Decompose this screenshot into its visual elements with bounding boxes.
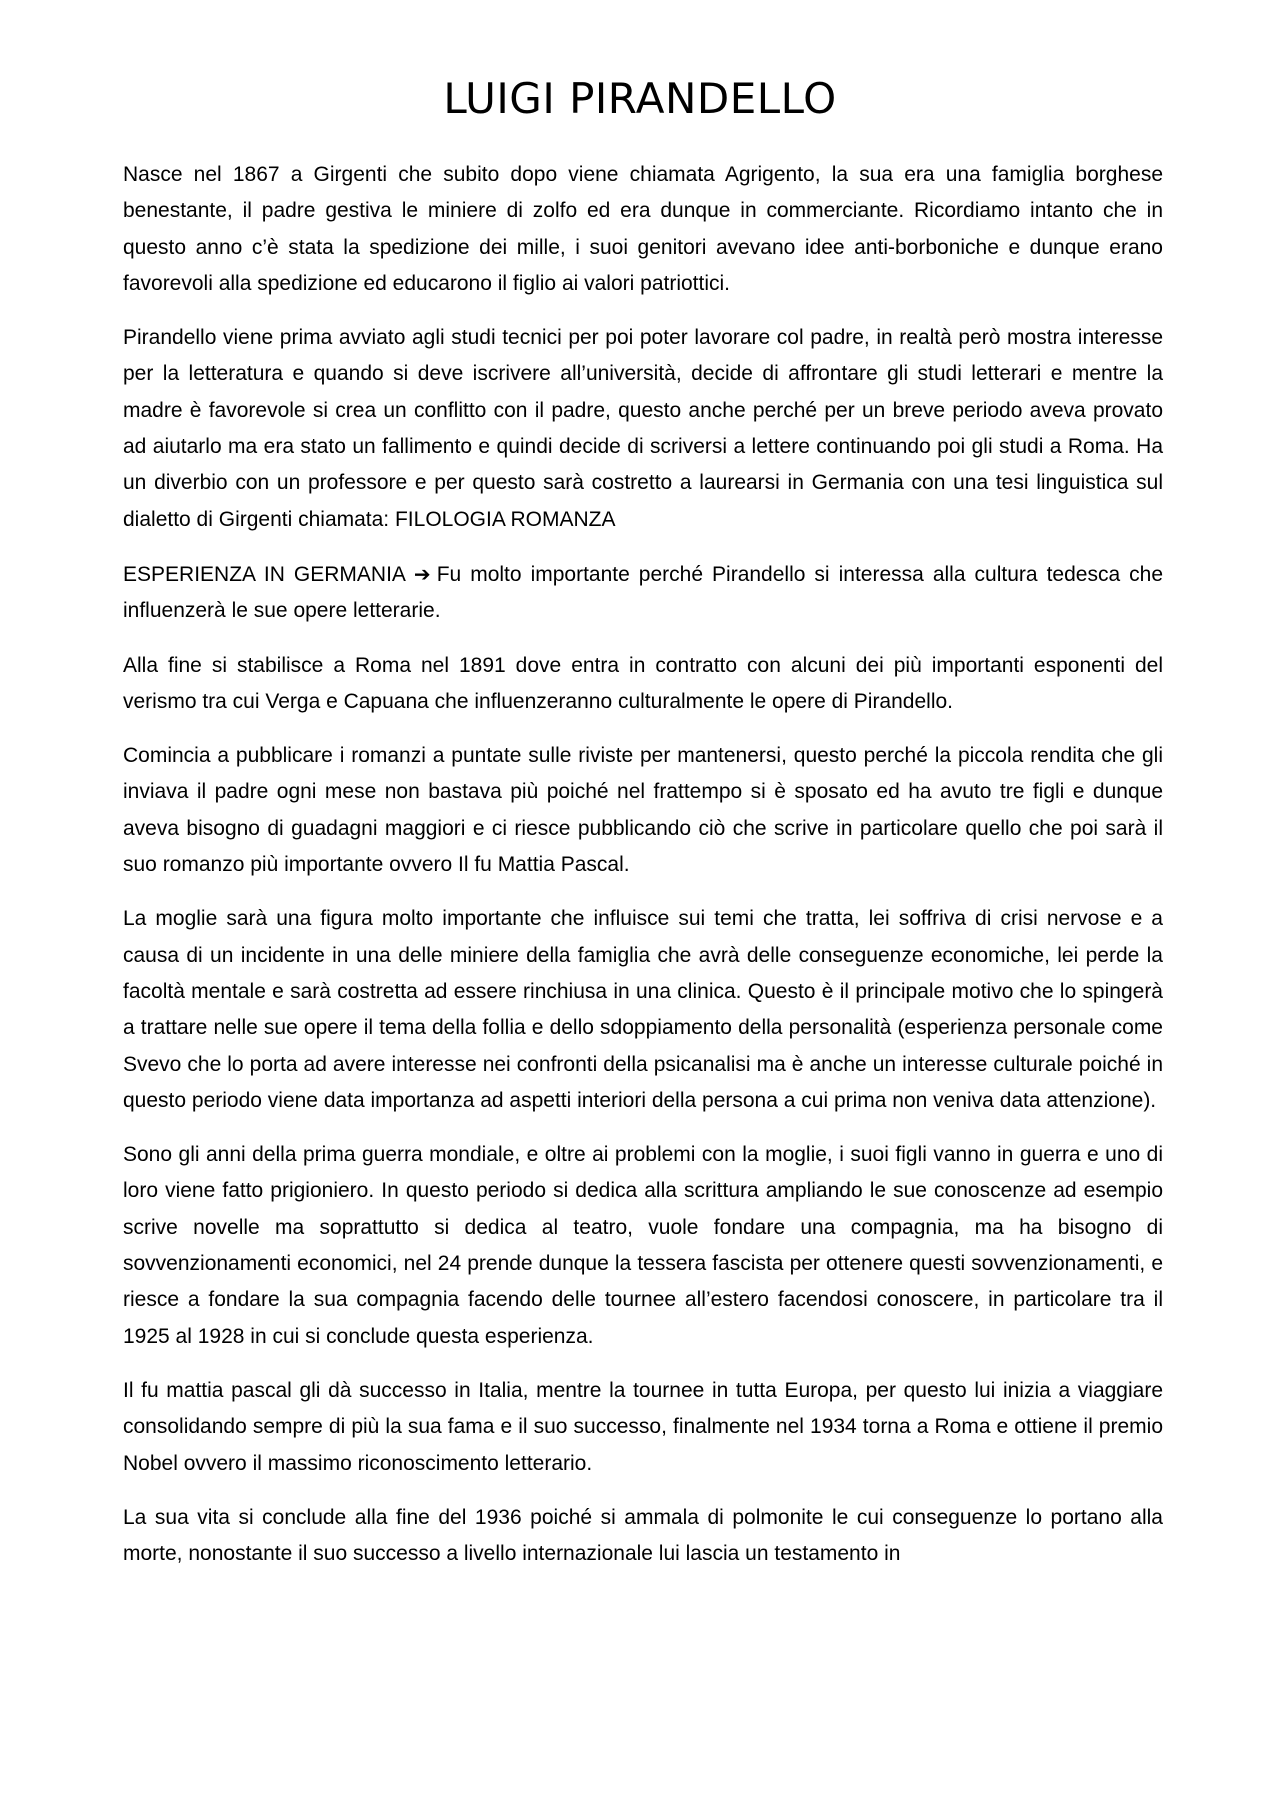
paragraph-war: Sono gli anni della prima guerra mondiale, e oltre ai problemi con la moglie, i suoi figli vanno in guerra e uno di loro viene fatto prigioniero. In questo periodo si dedica alla scrittura ampliando le sue conoscenze ad esempio scrive novelle ma soprattutto si dedica al teatro, vuole fondare una compagnia, ma ha bisogno di sovvenzionamenti economici, nel 24 prende dunque la tessera fascista per ottenere questi sovvenzionamenti, e riesce a fondare la sua compagnia facendo delle tournee all’estero facendosi conoscere, in particolare tra il 1925 al 1928 in cui si conclude questa esperienza. [123,1143,1163,1348]
paragraph-studies: Pirandello viene prima avviato agli studi tecnici per poi poter lavorare col padre, in realtà però mostra interesse per la letteratura e quando si deve iscrivere all’università, decide di affrontare gli studi letterari e mentre la madre è favorevole si crea un conflitto con il padre, questo anche perché per un breve periodo aveva provato ad aiutarlo ma era stato un fallimento e quindi decide di scriversi a lettere continuando poi gli studi a Roma. Ha un diverbio con un professore e per questo sarà costretto a laurearsi in Germania con una tesi linguistica sul dialetto di Girgenti chiamata: FILOLOGIA ROMANZA [123,326,1163,531]
paragraph-success: Il fu mattia pascal gli dà successo in Italia, mentre la tournee in tutta Europa, per questo lui inizia a viaggiare consolidando sempre di più la sua fama e il suo successo, finalmente nel 1934 torna a Roma e ottiene il premio Nobel ovvero il massimo riconoscimento letterario. [123,1378,1163,1475]
paragraph-rome: Alla fine si stabilisce a Roma nel 1891 dove entra in contratto con alcuni dei più importanti esponenti del verismo tra cui Verga e Capuana che influenzeranno culturalmente le opere di Pirandello. [123,653,1163,713]
germany-text: Fu molto importante perché Pirandello si interessa alla cultura tedesca che influenzerà le sue opere letterarie. [123,562,1163,623]
paragraph-birth: Nasce nel 1867 a Girgenti che subito dopo viene chiamata Agrigento, la sua era una famiglia borghese benestante, il padre gestiva le miniere di zolfo ed era dunque in commerciante. Ricordiamo intanto che in questo anno c’è stata la spedizione dei mille, i suoi genitori avevano idee anti-borboniche e dunque erano favorevoli alla spedizione ed educarono il figlio ai valori patriottici. [123,163,1163,295]
paragraph-novels: Comincia a pubblicare i romanzi a puntate sulle riviste per mantenersi, questo perché la piccola rendita che gli inviava il padre ogni mese non bastava più poiché nel frattempo si è sposato ed ha avuto tre figli e dunque aveva bisogno di guadagni maggiori e ci riesce pubblicando ciò che scrive in particolare quello che poi sarà il suo romanzo più importante ovvero Il fu Mattia Pascal. [123,744,1163,877]
paragraph-germany [123,556,1163,630]
paragraph-wife: La moglie sarà una figura molto importante che influisce sui temi che tratta, lei soffriva di crisi nervose e a causa di un incidente in una delle miniere della famiglia che avrà delle conseguenze economiche, lei perde la facoltà mentale e sarà costretta ad essere rinchiusa in una clinica. Questo è il principale motivo che lo spingerà a trattare nelle sue opere il tema della follia e dello sdoppiamento della personalità (esperienza personale come Svevo che lo porta ad avere interesse nei confronti della psicanalisi ma è anche un interesse culturale poiché in questo periodo viene data importanza ad aspetti interiori della persona a cui prima non veniva data attenzione). [123,907,1163,1112]
paragraph-death: La sua vita si conclude alla fine del 1936 poiché si ammala di polmonite le cui conseguenze lo portano alla morte, nonostante il suo successo a livello internazionale lui lascia un testamento in [123,1505,1163,1566]
document-body [123,157,1163,1590]
page-title: LUIGI PIRANDELLO [443,74,837,123]
arrow-right-icon: ➔ [413,561,431,586]
germany-label: ESPERIENZA IN GERMANIA [123,562,406,586]
